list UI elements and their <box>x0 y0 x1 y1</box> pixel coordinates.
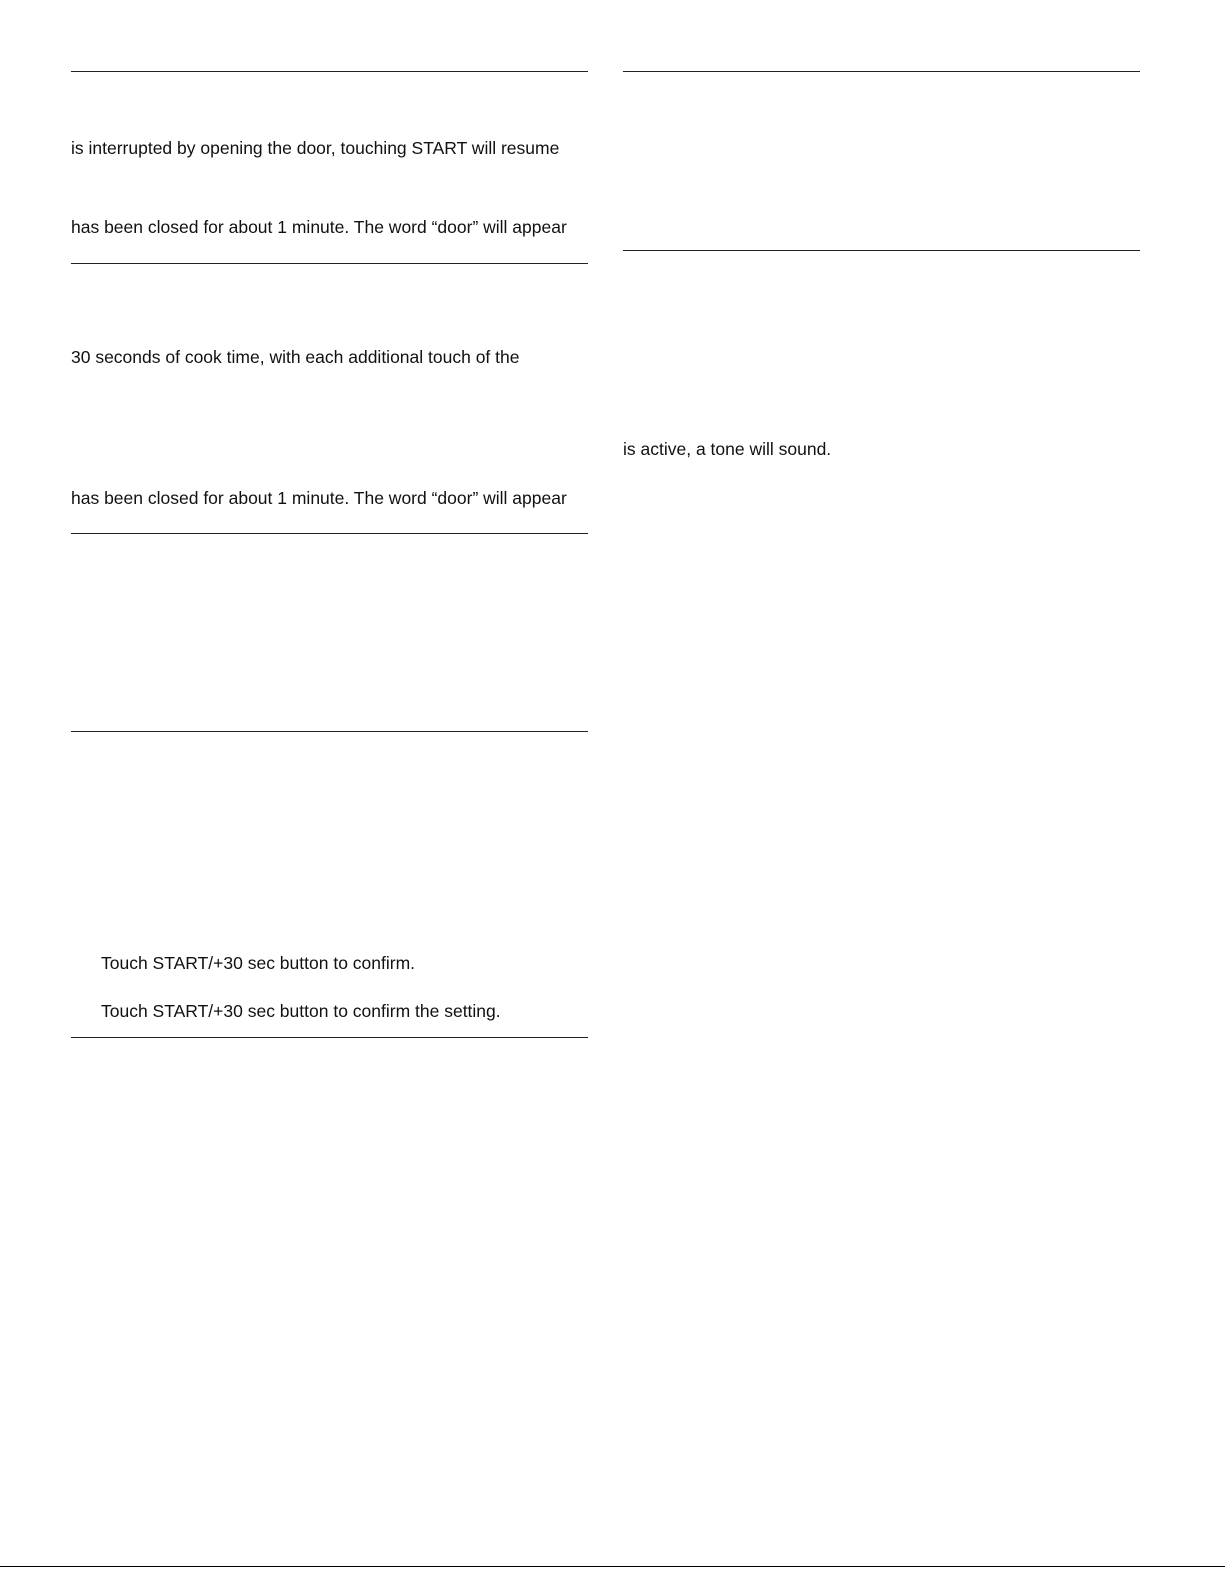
section-divider-left-5 <box>71 1037 588 1038</box>
section-divider-top-right <box>623 71 1140 72</box>
paragraph-line: is interrupted by opening the door, touching START will resume <box>71 138 560 158</box>
section-divider-right-2 <box>623 250 1140 251</box>
section-divider-left-3 <box>71 533 588 534</box>
section-divider-left-4 <box>71 731 588 732</box>
paragraph-line: 30 seconds of cook time, with each additional touch of the <box>71 347 520 367</box>
instruction-step: Touch START/+30 sec button to confirm the setting. <box>101 1001 501 1021</box>
instruction-step: Touch START/+30 sec button to confirm. <box>101 953 416 973</box>
page-footer-rule <box>0 1566 1225 1567</box>
section-divider-top-left <box>71 71 588 72</box>
paragraph-line: is active, a tone will sound. <box>623 439 832 459</box>
paragraph-line: has been closed for about 1 minute. The word “door” will appear <box>71 217 567 237</box>
paragraph-line: has been closed for about 1 minute. The word “door” will appear <box>71 488 567 508</box>
section-divider-left-2 <box>71 263 588 264</box>
